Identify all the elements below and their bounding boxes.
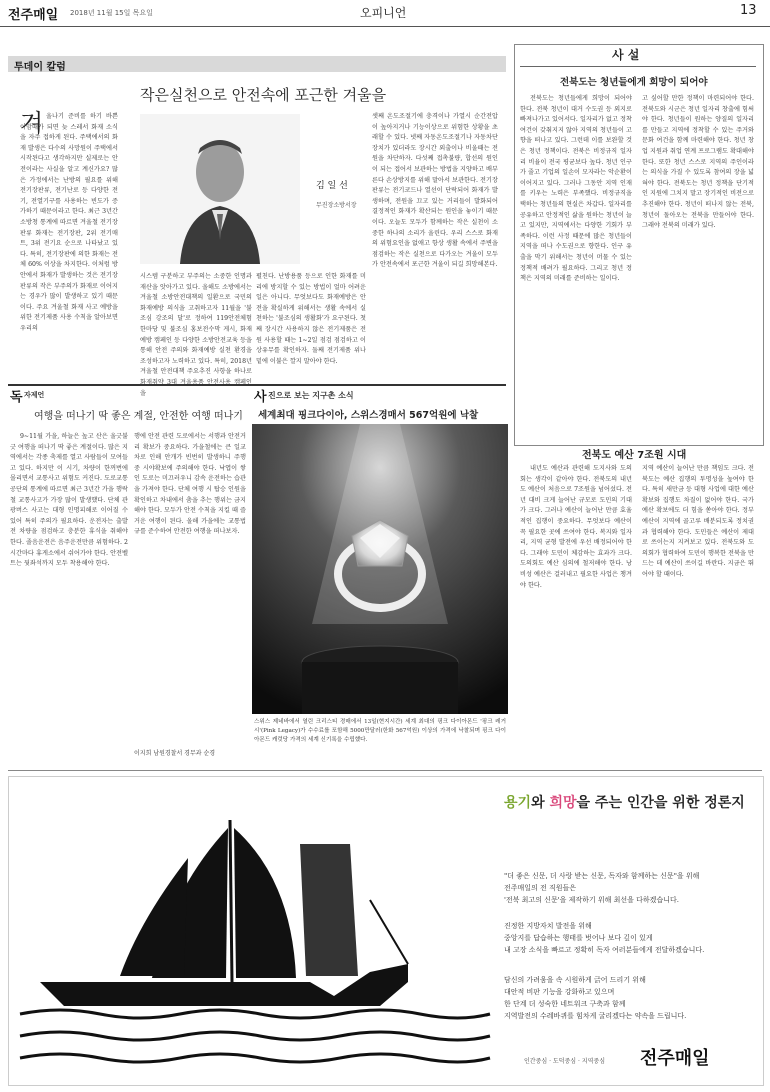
diamond-ring-photo bbox=[252, 424, 508, 714]
photo-title: 세계최대 핑크다이아, 스위스경매서 567억원에 낙찰 bbox=[258, 410, 479, 421]
editorial-text-2: 고 싶어할 만한 정책이 마련되어야 한다. 전북도와 시군은 청년 일자리 창출에 힘써야 한다. 청년들이 원하는 양질의 일자리를 만들고 지역에 정착할 수 있는 주거와 문화 여건을 함께 마련해야 한다. 청년 창업 지원과 취업 연계 프로그램도 확대해야 한다. 또한 청년 스스로 지역의 주인이라는 의식을 가질 수 있도록 참여의 장을 넓혀야 한다. 전북도는 청년 정책을 단기적인 지원에 그치지 말고 장기적인 비전으로 추진해야 한다. 청년이 떠나지 않는 전북, 청년이 돌아오는 전북을 만들어야 한다. 그래야 전북의 미래가 있다. bbox=[642, 95, 754, 230]
ad-line: '전북 최고의 신문'을 제작하기 위해 최선을 다하겠습니다. bbox=[504, 896, 679, 904]
column-text-4: 셋째 온도조절기에 충격이나 가열시 순간전압이 높아지거나 기능이상으로 위험한 상황을 초래할 수 있다. 넷째 자동온도조절기나 자동차단장치가 있더라도 장시간 외출이나 비울때는 전원을 차단하자. 다섯째 접촉불량, 합선의 원인이 되는 접어서 보관하는 방법을 지양하고 배부른다 손상방지를 위해 말아서 보관한다. 전기장판류는 전기코드나 열선이 단락되어 화재가 발생하며, 전원을 끄고 있는 거리들이 발화되어 결정적인 화재가 확산되는 원인을 놓이기 때문이다. 오늘도 모두가 함께하는 작은 실천이 소중한 하나의 소리가 울린다. 우리 스스로 화재의 위험요인을 없애고 항상 생활 속에서 주변을 점검하는 작은 실천으로 다가오는 겨울이 모두가 안전속에서 포근한 겨울이 되길 희망해본다. bbox=[372, 113, 498, 269]
ad-line: 내 고장 소식을 빠르고 정확히 독자 여러분들에게 전달하겠습니다. bbox=[504, 946, 705, 954]
travel-tag-rest: 자제언 bbox=[24, 391, 45, 399]
column-tag-bar bbox=[8, 56, 506, 72]
ad-title-rest: 을 주는 인간을 위한 정론지 bbox=[576, 795, 745, 811]
ad-title-courage: 용기 bbox=[504, 795, 532, 811]
column-text-2: 시스템 구분하고 부주의는 소중한 인명과 재산을 앗아가고 있다. 올해도 소방에서는 겨울철 소방안전대책의 일환으로 국민의 화재예방 의식을 고취하고자 11월을 '불조심 강조의 달'로 정하여 119안전체험 한마당 및 불조심 홍보전수막 게시, 화재예방 캠페인 등 다양한 소방안전교육 등을 통해 안전 주의와 화재예방 실천 환경을 조성하고자 노력하고 있다. 특히, 2018년 겨울철 안전대책 주요추진 사항을 하나로 화재취약 3대 겨울용품 안전사용 캠페인을 bbox=[140, 273, 252, 397]
editorial-text-1: 전북도는 청년들에게 희망이 되어야 한다. 전북 청년이 대거 수도권 등 외지로 빠져나가고 있어서다. 일자리가 없고 정착 여건이 갖춰지지 않아 지역의 청년들이 고향을 떠나고 있다. 그런데 이를 보완할 것은 청년 정책이다. 전북은 비정규직 일자리 비율이 전국 평균보다 높다. 청년 인구가 줄고 기업의 일손이 모자라는 악순환이 이어지고 있다. 그러나 그동안 지역 인재를 키우는 노력은 부족했다. 비정규직을 택하는 청년들의 현실은 차갑다. 일자리를 공유하고 안정적인 삶을 원하는 청년이 늘고 있지만, 지역에서는 다양한 기회가 부족하다. 이런 사정 때문에 많은 청년들이 지역을 떠나 수도권으로 향한다. 인구 유출을 막기 위해서는 청년이 머물 수 있는 정책적 배려가 필요하다. 그리고 청년 정책은 지역의 미래를 준비하는 일이다. bbox=[520, 95, 632, 283]
ad-line: 담신의 가려움을 속 시원하게 긁어 드리기 위해 bbox=[504, 976, 646, 984]
ad-line: 중앙지를 답습하는 행태를 벗어나 보다 깊이 있게 bbox=[504, 934, 653, 942]
drop-cap: 겨 bbox=[20, 109, 44, 137]
author-photo bbox=[140, 114, 300, 264]
ad-paragraph-1 bbox=[504, 870, 699, 906]
travel-text-1: 9~11월 가을, 하늘은 높고 산은 울긋불긋 여행을 떠나기 딱 좋은 계절이다. 많은 지역에서는 각종 축제를 열고 사람들이 모여들고 있다. 하지만 이 시기, 차량이 한꺼번에 몰리면서 교통사고 위험도 커진다. 도로교통공단의 통계에 따르면 최근 3년간 가을 행락철 교통사고가 가장 많이 발생했다. 단체 관광버스 사고는 대형 인명피해로 이어질 수 있어 특히 주의가 필요하다. 운전자는 출발 전 차량을 점검하고 충분한 휴식을 취해야 한다. 졸음운전은 음주운전만큼 위험하다. 2시간마다 휴게소에서 쉬어가야 한다. 안전벨트는 뒷좌석까지 모두 착용해야 한다. bbox=[10, 433, 128, 568]
ad-line: 전주매일의 전 직원들은 bbox=[504, 884, 577, 892]
budget-text-1: 내년도 예산과 관련해 도지사와 도의회는 생각이 같아야 한다. 전북도의 내년도 예산이 처음으로 7조원을 넘어섰다. 전년 대비 크게 늘어난 규모로 도민의 기대가 크다. 그러나 예산이 늘어난 만큼 효율적인 집행이 중요하다. 무엇보다 예산이 꼭 필요한 곳에 쓰여야 한다. 복지와 일자리, 지역 균형 발전에 우선 배정되어야 한다. 그래야 도민이 체감하는 효과가 크다. 도의회도 예산 심의에 철저해야 한다. 낭비성 예산은 걸러내고 필요한 사업은 챙겨야 한다. bbox=[520, 465, 632, 589]
editorial-rule bbox=[520, 66, 756, 67]
column-text-3: 펼친다. 난방용품 등으로 인한 화재를 미리에 방지할 수 있는 방법이 얼마 어려운 일은 아니다. 무엇보다도 화재예방은 안전을 확실하게 위해서는 생활 속에서 실천하는 '불조심의 생활화'가 요구된다. 첫째 장시간 사용하지 않은 전기제품은 전원 사용할 때는 1~2일 점검 점검하고 이상유무를 확인하자. 둘째 전기제품 위나 밑에 이불은 깔지 말아야 한다. bbox=[256, 273, 366, 365]
ad-line: 대안적 비판 기능을 강화하고 있으며 bbox=[504, 988, 615, 996]
author-title: 무진장소방서장 bbox=[316, 202, 357, 209]
editorial-title: 전북도는 청년들에게 희망이 되어야 bbox=[560, 77, 708, 88]
ad-line: 진정한 지방자치 발전을 위해 bbox=[504, 922, 592, 930]
ad-slogan: 인간중심 · 도덕중심 · 지역중심 bbox=[524, 1058, 605, 1065]
issue-date: 2018년 11월 15일 목요일 bbox=[70, 9, 153, 17]
column-title: 작은실천으로 안전속에 포근한 겨울을 bbox=[140, 86, 387, 104]
ad-title-and: 와 bbox=[531, 795, 550, 811]
ad-line: 지역발전의 수레바퀴를 힘차게 굴리겠다는 약속을 드립니다. bbox=[504, 1012, 687, 1020]
ad-paragraph-3 bbox=[504, 974, 686, 1022]
section-name: 오피니언 bbox=[360, 6, 407, 20]
travel-title: 여행을 떠나기 딱 좋은 계절, 안전한 여행 떠나기 bbox=[34, 411, 243, 422]
photo-caption: 스위스 제네바에서 열린 크리스티 경매에서 13일(현지시간) 세계 최대의 핑크 다이아몬드 '핑크 레거시'(Pink Legacy)가 수수료를 포함해 5000만달러(한화 567억원) 이상의 가격에 낙찰되며 핑크 다이아몬드 캐럿당 가격의 세계 신기록을 수립했다. bbox=[254, 719, 506, 743]
ad-brand-logo: 전주매일 bbox=[640, 1048, 710, 1069]
budget-title: 전북도 예산 7조원 시대 bbox=[582, 450, 687, 461]
column-tag: 투데이 칼럼 bbox=[14, 62, 66, 73]
photo-tag-rest: 진으로 보는 지구촌 소식 bbox=[268, 391, 354, 400]
ad-title bbox=[504, 792, 745, 812]
travel-tag-main: 독 bbox=[10, 390, 23, 405]
paper-name: 전주매일 bbox=[8, 8, 59, 23]
photo-tag-main: 사 bbox=[254, 390, 267, 405]
ad-title-hope: 희망 bbox=[549, 795, 577, 811]
editorial-tag: 사 설 bbox=[612, 48, 640, 62]
travel-text-2: 행에 안전 관련 도로에서는 서행과 안전거리 확보가 중요하다. 가을철에는 큰 일교차로 인해 안개가 빈번히 발생하니 주행 중 시야확보에 주의해야 한다. 낙엽이 쌓인 도로는 미끄러우니 감속 운전하는 습관을 가져야 한다. 단체 여행 시 탑승 인원을 확인하고 차내에서 춤을 추는 행위는 금지해야 한다. 모두가 안전 수칙을 지킬 때 즐거운 여행이 된다. 올해 가을에는 교통법규를 준수하여 안전한 여행을 떠나보자. bbox=[134, 433, 246, 536]
travel-signature: 이지희 남원경찰서 경무과 순경 bbox=[134, 750, 216, 757]
ad-line: "더 좋은 신문, 더 사랑 받는 신문, 독자와 함께하는 신문"을 위해 bbox=[504, 872, 700, 880]
author-name: 김 일 선 bbox=[316, 181, 348, 191]
ad-top-rule bbox=[8, 770, 762, 771]
ad-paragraph-2 bbox=[504, 920, 704, 956]
page-number: 13 bbox=[740, 3, 757, 18]
column-text-1: 울나기 준비를 하기 바쁜 이맘때가 되면 늦 스레서 화재 소식을 자주 접하게 된다. 주택에서의 화재 발생은 다수의 사망원이 주택에서 시작된다고 생각하지만 실제로는 안전이라는 사실을 알고 계신가요? 많은 가정에서는 난방의 필요를 위해 전기장판류, 전기난로 등 다양한 전기, 전열기구를 사용하는 빈도가 증가하기 때문이라고 한다. 최근 3년간 소방청 통계에 따르면 겨울철 전기장판류 화재는 전기장판, 2위 전기매트, 3위 전기요 순으로 나타났고 있다. 특히, 전기장판에 의한 화재는 전체 60% 이상을 차지한다. 이처럼 방안에서 화재가 발생하는 것은 전기장판류의 작은 부주의가 화재로 이어지는 경우가 많이 발생하고 있기 때문이다. 주요 겨울철 화재 사고 예방을 위한 전기제품 사용 수칙을 알아보면 우리의 bbox=[20, 113, 118, 332]
ship-illustration bbox=[20, 800, 490, 1082]
ad-line: 한 단계 더 성숙한 네트워크 구축과 함께 bbox=[504, 1000, 626, 1008]
budget-text-2: 지역 예산이 늘어난 만큼 책임도 크다. 전북도는 예산 집행의 투명성을 높여야 한다. 특히 새만금 등 대형 사업에 대한 예산 확보와 집행도 차질이 없어야 한다. 국가 예산 확보에도 더 힘을 쏟아야 한다. 정부 예산이 지역에 골고루 배분되도록 정치권과 협력해야 한다. 도민들은 예산이 제대로 쓰이는지 지켜보고 있다. 전북도와 도의회가 협력하여 도민이 행복한 전북을 만드는 데 예산이 쓰이길 바란다. 지금은 뛰어야 할 때이다. bbox=[642, 465, 754, 578]
photo-rule bbox=[252, 384, 506, 386]
